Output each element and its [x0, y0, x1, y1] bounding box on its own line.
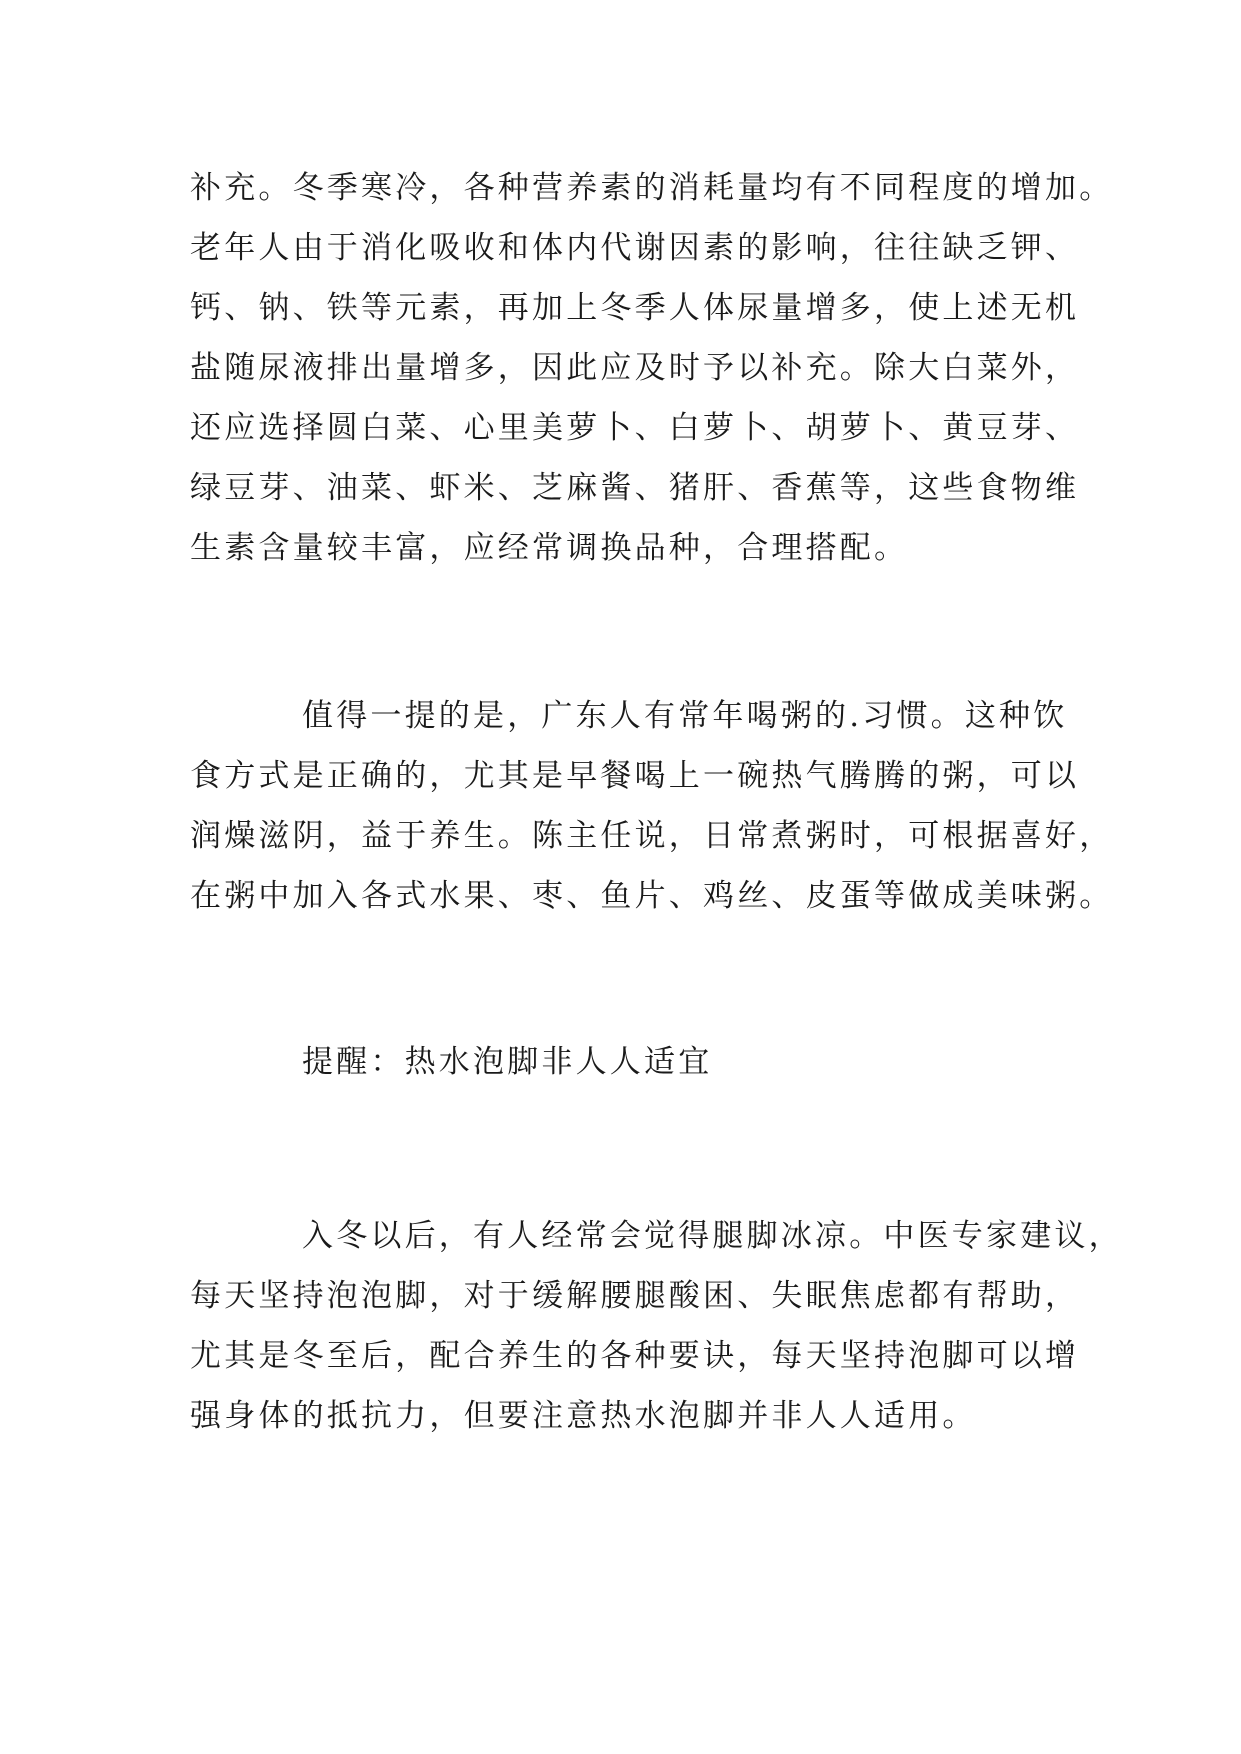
text-line: 每天坚持泡泡脚，对于缓解腰腿酸困、失眠焦虑都有帮助，	[190, 1278, 1080, 1314]
paragraph-foot-soak	[190, 1206, 1123, 1446]
text-line: 在粥中加入各式水果、枣、鱼片、鸡丝、皮蛋等做成美味粥。	[190, 878, 1114, 914]
text-line: 入冬以后，有人经常会觉得腿脚冰凉。中医专家建议，	[302, 1218, 1123, 1254]
paragraph-porridge	[190, 686, 1114, 926]
text-line: 钙、钠、铁等元素，再加上冬季人体尿量增多，使上述无机	[190, 290, 1080, 326]
paragraph-nutrition	[190, 158, 1114, 578]
text-line: 补充。冬季寒冷，各种营养素的消耗量均有不同程度的增加。	[190, 170, 1114, 206]
text-line: 生素含量较丰富，应经常调换品种，合理搭配。	[190, 530, 909, 566]
section-heading	[190, 1032, 1065, 1092]
heading-text: 提醒：热水泡脚非人人适宜	[302, 1044, 713, 1080]
text-line: 尤其是冬至后，配合养生的各种要诀，每天坚持泡脚可以增	[190, 1338, 1080, 1374]
text-line: 润燥滋阴，益于养生。陈主任说，日常煮粥时，可根据喜好，	[190, 818, 1114, 854]
text-line: 强身体的抵抗力，但要注意热水泡脚并非人人适用。	[190, 1398, 977, 1434]
text-line: 盐随尿液排出量增多，因此应及时予以补充。除大白菜外，	[190, 350, 1080, 386]
text-line: 食方式是正确的，尤其是早餐喝上一碗热气腾腾的粥，可以	[190, 758, 1080, 794]
text-line: 值得一提的是，广东人有常年喝粥的.习惯。这种饮	[302, 698, 1068, 734]
text-line: 老年人由于消化吸收和体内代谢因素的影响，往往缺乏钾、	[190, 230, 1080, 266]
text-line: 还应选择圆白菜、心里美萝卜、白萝卜、胡萝卜、黄豆芽、	[190, 410, 1080, 446]
text-line: 绿豆芽、油菜、虾米、芝麻酱、猪肝、香蕉等，这些食物维	[190, 470, 1080, 506]
